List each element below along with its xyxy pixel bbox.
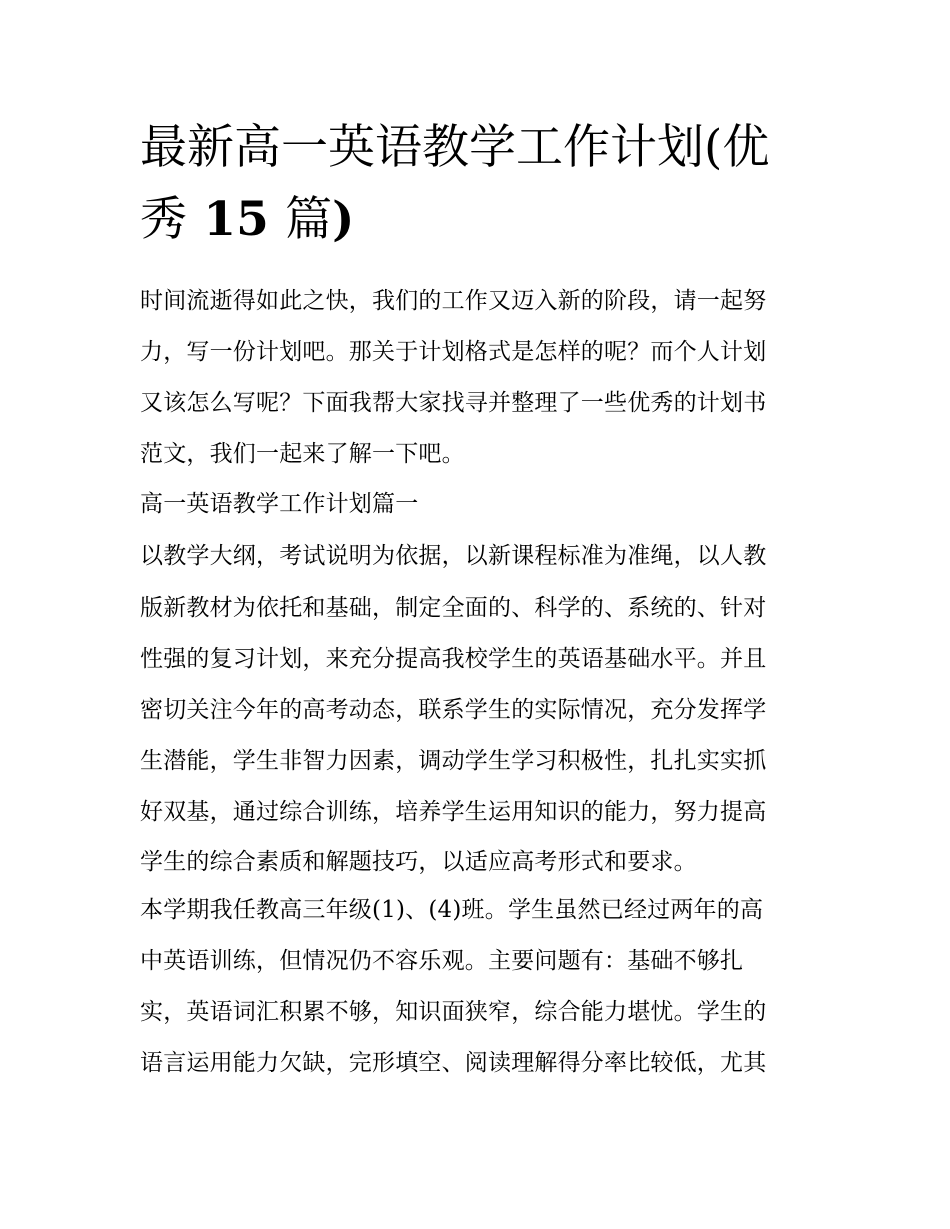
- body-line: 版新教材为依托和基础，制定全面的、科学的、系统的、针对: [140, 595, 767, 621]
- body-line: 生潜能，学生非智力因素，调动学生学习积极性，扎扎实实抓: [140, 748, 767, 774]
- body-line: 范文，我们一起来了解一下吧。: [140, 441, 465, 467]
- body-line: 以教学大纲，考试说明为依据，以新课程标准为准绳，以人教: [140, 543, 767, 569]
- body-line: 又该怎么写呢？下面我帮大家找寻并整理了一些优秀的计划书: [140, 390, 767, 416]
- body-line: 学生的综合素质和解题技巧，以适应高考形式和要求。: [140, 849, 697, 875]
- body-line: 语言运用能力欠缺，完形填空、阅读理解得分率比较低，尤其: [140, 1050, 767, 1076]
- body-line: 本学期我任教高三年级(1)、(4)班。学生虽然已经过两年的高: [140, 897, 764, 923]
- title-line-2-number: 15: [187, 192, 286, 247]
- title-line-2-a: 秀: [140, 192, 187, 247]
- body-line: 实，英语词汇积累不够，知识面狭窄，综合能力堪忧。学生的: [140, 999, 767, 1025]
- title-line-2-paren: ): [332, 192, 355, 247]
- body-line: 中英语训练，但情况仍不容乐观。主要问题有：基础不够扎: [140, 948, 744, 974]
- document-title: [140, 112, 820, 256]
- body-line: 时间流逝得如此之快，我们的工作又迈入新的阶段，请一起努: [140, 288, 767, 314]
- title-line-2-b: 篇: [285, 192, 333, 247]
- title-line-1: 最新高一英语教学工作计划(优: [140, 120, 770, 175]
- body-line: 力，写一份计划吧。那关于计划格式是怎样的呢？而个人计划: [140, 339, 767, 365]
- section-heading: 高一英语教学工作计划篇一: [140, 491, 419, 517]
- body-line: 好双基，通过综合训练，培养学生运用知识的能力，努力提高: [140, 799, 767, 825]
- body-line: 性强的复习计划，来充分提高我校学生的英语基础水平。并且: [140, 646, 767, 672]
- body-line: 密切关注今年的高考动态，联系学生的实际情况，充分发挥学: [140, 697, 767, 723]
